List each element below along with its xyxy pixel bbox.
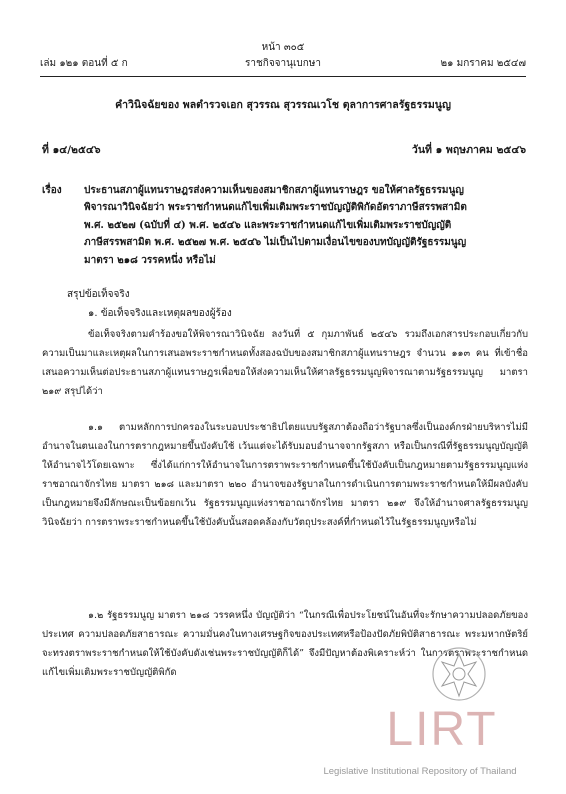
page-number: หน้า ๓๐๕ (261, 42, 305, 53)
paragraph-text: ๑.๑ ตามหลักการปกครองในระบอบประชาธิปไตยแบบรัฐสภาต้องถือว่ารัฐบาลซึ่งเป็นองค์กรฝ่ายบริหารไม่มีอำนาจในตนเองในการตรากฎหมายขึ้นบังคับใช้ เว้นแต่จะได้รับมอบอำนาจจากรัฐสภา หรือเป็นกรณีที่รัฐธรรมนูญบัญญัติให้อำนาจไว้โดยเฉพาะ ซึ่งได้แก่การให้อำนาจในการตราพระราชกำหนดขึ้นใช้บังคับเป็นกฎหมายตามรัฐธรรมนูญแห่งราชอาณาจักรไทย มาตรา ๒๑๘ และมาตรา ๒๒๐ อำนาจของรัฐบาลในการดำเนินการตามพระราชกำหนดให้มีผลบังคับเป็นกฎหมายจึงมีลักษณะเป็นข้อยกเว้น รัฐธรรมนูญแห่งราชอาณาจักรไทย มาตรา ๒๑๙ จึงให้อำนาจศาลรัฐธรรมนูญวินิจฉัยว่า การตราพระราชกำหนดขึ้นใช้บังคับนั้นสอดคล้องกับวัตถุประสงค์ที่กำหนดไว้ในรัฐธรรมนูญหรือไม่ (42, 422, 528, 528)
subject-line: ประธานสภาผู้แทนราษฎรส่งความเห็นของสมาชิกสภาผู้แทนราษฎร ขอให้ศาลรัฐธรรมนูญ (84, 185, 464, 196)
gazette-name: ราชกิจจานุเบกษา (244, 58, 322, 69)
subject-line: มาตรา ๒๑๘ วรรคหนึ่ง หรือไม่ (84, 254, 216, 266)
gazette-date: ๒๑ มกราคม ๒๕๔๗ (440, 58, 526, 69)
paragraph-text: ข้อเท็จจริงตามคำร้องขอให้พิจารณาวินิจฉัย ลงวันที่ ๕ กุมภาพันธ์ ๒๕๔๖ รวมถึงเอกสารประกอบเกี่ยวกับความเป็นมาและเหตุผลในการเสนอพระราชกำหนดทั้งสองฉบับของสมาชิกสภาผู้แทนราษฎร จำนวน ๑๑๓ คน ที่เข้าชื่อเสนอความเห็นต่อประธานสภาผู้แทนราษฎรเพื่อขอให้ส่งความเห็นให้ศาลรัฐธรรมนูญพิจารณาตามรัฐธรรมนูญ มาตรา ๒๑๙ สรุปได้ว่า (42, 329, 528, 397)
volume-label: เล่ม ๑๒๑ ตอนที่ ๕ ก (40, 58, 128, 69)
case-number: ที่ ๑๔/๒๕๔๖ (42, 144, 101, 156)
subject-label: เรื่อง (42, 185, 62, 196)
watermark-caption: Legislative Institutional Repository of Thailand (323, 766, 517, 777)
subsection-title: ๑. ข้อเท็จจริงและเหตุผลของผู้ร้อง (88, 308, 232, 319)
paragraph (42, 418, 528, 532)
case-date: วันที่ ๑ พฤษภาคม ๒๕๔๖ (411, 144, 526, 156)
subject-line: ภาษีสรรพสามิต พ.ศ. ๒๕๒๗ พ.ศ. ๒๕๔๖ ไม่เป็นไปตามเงื่อนไขของบทบัญญัติรัฐธรรมนูญ (84, 237, 467, 249)
decision-title: คำวินิจฉัยของ พลตำรวจเอก สุวรรณ สุวรรณเวโช ตุลาการศาลรัฐธรรมนูญ (115, 99, 451, 111)
lirt-logo: LIRT (386, 703, 498, 756)
lirt-watermark (352, 702, 532, 792)
subject-line: พิจารณาวินิจฉัยว่า พระราชกำหนดแก้ไขเพิ่มเติมพระราชบัญญัติพิกัดอัตราภาษีสรรพสามิต (84, 202, 467, 214)
section-title: สรุปข้อเท็จจริง (67, 289, 130, 300)
paragraph-text: ๑.๒ รัฐธรรมนูญ มาตรา ๒๑๘ วรรคหนึ่ง บัญญัติว่า “ในกรณีเพื่อประโยชน์ในอันที่จะรักษาความปลอดภัยของประเทศ ความปลอดภัยสาธารณะ ความมั่นคงในทางเศรษฐกิจของประเทศหรือป้องปัดภัยพิบัติสาธารณะ พระมหากษัตริย์จะทรงตราพระราชกำหนดให้ใช้บังคับดังเช่นพระราชบัญญัติก็ได้” จึงมีปัญหาต้องพิเคราะห์ว่า ในการตราพระราชกำหนดแก้ไขเพิ่มเติมพระราชบัญญัติพิกัด (42, 610, 528, 678)
header-divider (40, 76, 526, 77)
paragraph (42, 325, 528, 401)
subject-line: พ.ศ. ๒๕๒๗ (ฉบับที่ ๔) พ.ศ. ๒๕๔๖ และพระราชกำหนดแก้ไขเพิ่มเติมพระราชบัญญัติ (84, 219, 452, 231)
